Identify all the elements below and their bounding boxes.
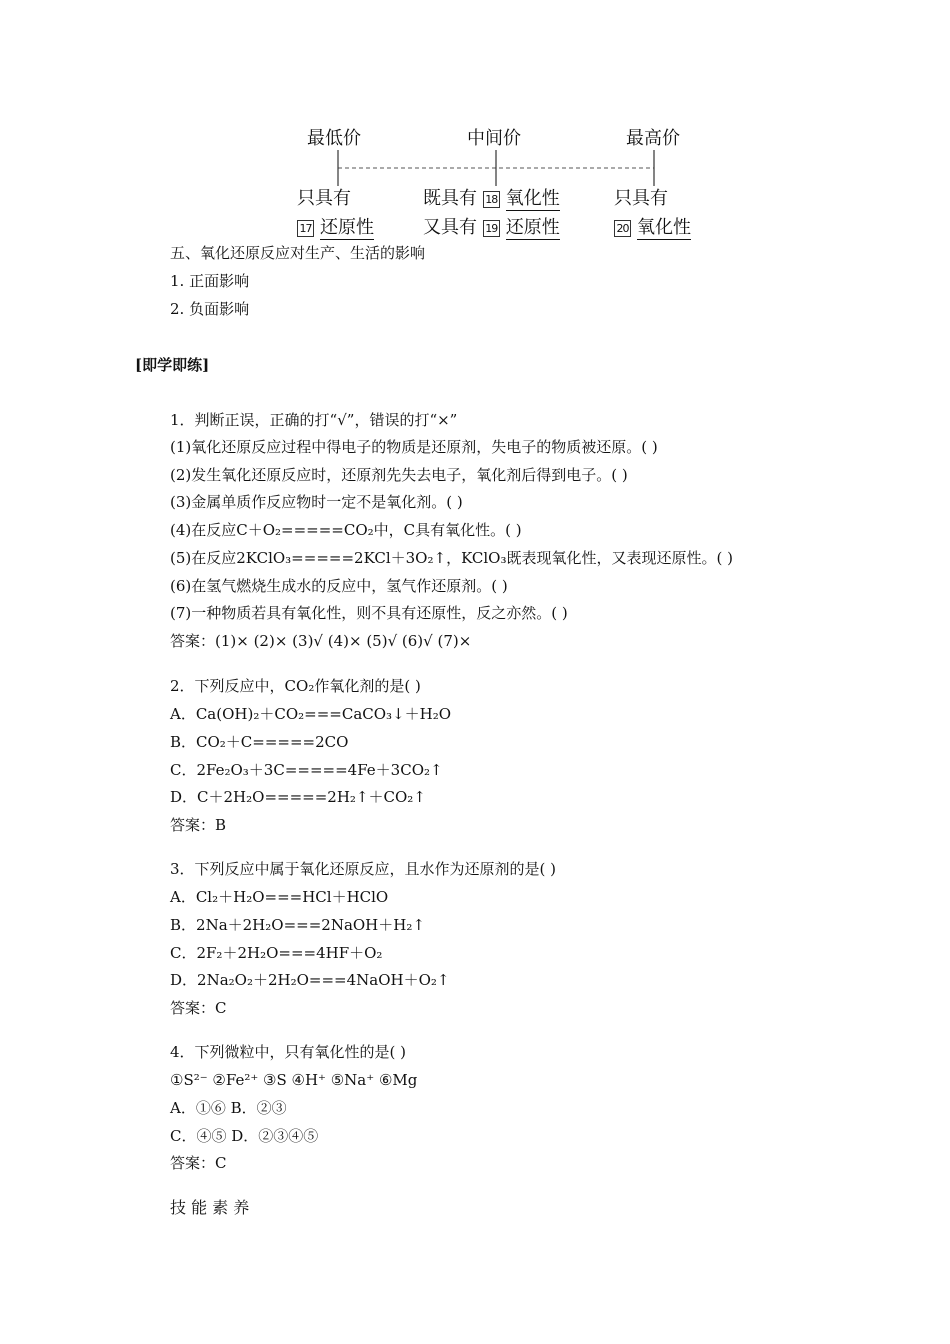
high-property-text: 氧化性 [637, 217, 691, 238]
blank-number-18: 18 [483, 191, 500, 208]
mid-has-text: 既具有 [423, 188, 477, 209]
q1-item-7: (7)一种物质若具有氧化性，则不具有还原性，反之亦然。( ) [170, 604, 568, 622]
q2-answer: 答案：B [170, 816, 227, 834]
lowest-valence-label: 最低价 [307, 128, 361, 149]
q1-item-3: (3)金属单质作反应物时一定不是氧化剂。( ) [170, 493, 463, 511]
section5-item-2: 2. 负面影响 [170, 300, 250, 318]
q3-answer: 答案：C [170, 999, 227, 1017]
q3-option-c: C．2F₂＋2H₂O===4HF＋O₂ [170, 944, 383, 962]
high-only-text: 只具有 [614, 188, 668, 209]
valence-axis [320, 148, 670, 188]
high-property [614, 217, 691, 239]
q2-option-a: A．Ca(OH)₂＋CO₂===CaCO₃↓＋H₂O [170, 705, 452, 723]
mid-property-2-text: 还原性 [505, 217, 560, 238]
q1-stem: 1．判断正误，正确的打“√”，错误的打“×” [170, 411, 458, 429]
q1-item-2: (2)发生氧化还原反应时，还原剂先失去电子，氧化剂后得到电子。( ) [170, 466, 628, 484]
q2-option-b: B．CO₂＋C=====2CO [170, 733, 349, 751]
q4-stem: 4．下列微粒中，只有氧化性的是( ) [170, 1043, 407, 1061]
q4-particles: ①S²⁻ ②Fe²⁺ ③S ④H⁺ ⑤Na⁺ ⑥Mg [170, 1071, 418, 1089]
q2-option-d: D．C＋2H₂O=====2H₂↑＋CO₂↑ [170, 788, 426, 806]
blank-number-17: 17 [297, 220, 314, 237]
q1-item-6: (6)在氢气燃烧生成水的反应中，氢气作还原剂。( ) [170, 577, 508, 595]
mid-also-text: 又具有 [423, 217, 477, 238]
low-only-text: 只具有 [297, 188, 351, 209]
q1-answer: 答案：(1)× (2)× (3)√ (4)× (5)√ (6)√ (7)× [170, 632, 472, 650]
highest-valence-label: 最高价 [626, 128, 680, 149]
q4-option-ab: A．①⑥ B．②③ [170, 1099, 287, 1117]
q1-item-4: (4)在反应C＋O₂=====CO₂中，C具有氧化性。( ) [170, 521, 522, 539]
low-property-text: 还原性 [320, 217, 374, 238]
q2-option-c: C．2Fe₂O₃＋3C=====4Fe＋3CO₂↑ [170, 761, 443, 779]
practice-title: [即学即练] [135, 356, 210, 374]
low-property [297, 217, 374, 239]
blank-number-19: 19 [483, 220, 500, 237]
section5-heading: 五、氧化还原反应对生产、生活的影响 [170, 244, 426, 262]
mid-property-1 [423, 188, 560, 210]
mid-property-2 [423, 217, 560, 239]
q3-option-a: A．Cl₂＋H₂O===HCl＋HClO [170, 888, 389, 906]
q1-item-5: (5)在反应2KClO₃=====2KCl＋3O₂↑，KClO₃既表现氧化性，又表现还原性。( ) [170, 549, 733, 567]
blank-number-20: 20 [614, 220, 631, 237]
q4-answer: 答案：C [170, 1154, 227, 1172]
q2-stem: 2．下列反应中，CO₂作氧化剂的是( ) [170, 677, 421, 695]
skills-heading: 技 能 素 养 [170, 1198, 250, 1217]
q4-option-cd: C．④⑤ D．②③④⑤ [170, 1127, 319, 1145]
middle-valence-label: 中间价 [467, 128, 521, 149]
q3-option-d: D．2Na₂O₂＋2H₂O===4NaOH＋O₂↑ [170, 971, 450, 989]
mid-property-1-text: 氧化性 [505, 188, 560, 209]
q1-item-1: (1)氧化还原反应过程中得电子的物质是还原剂，失电子的物质被还原。( ) [170, 438, 658, 456]
section5-item-1: 1. 正面影响 [170, 272, 250, 290]
q3-stem: 3．下列反应中属于氧化还原反应，且水作为还原剂的是( ) [170, 860, 557, 878]
q3-option-b: B．2Na＋2H₂O===2NaOH＋H₂↑ [170, 916, 425, 934]
